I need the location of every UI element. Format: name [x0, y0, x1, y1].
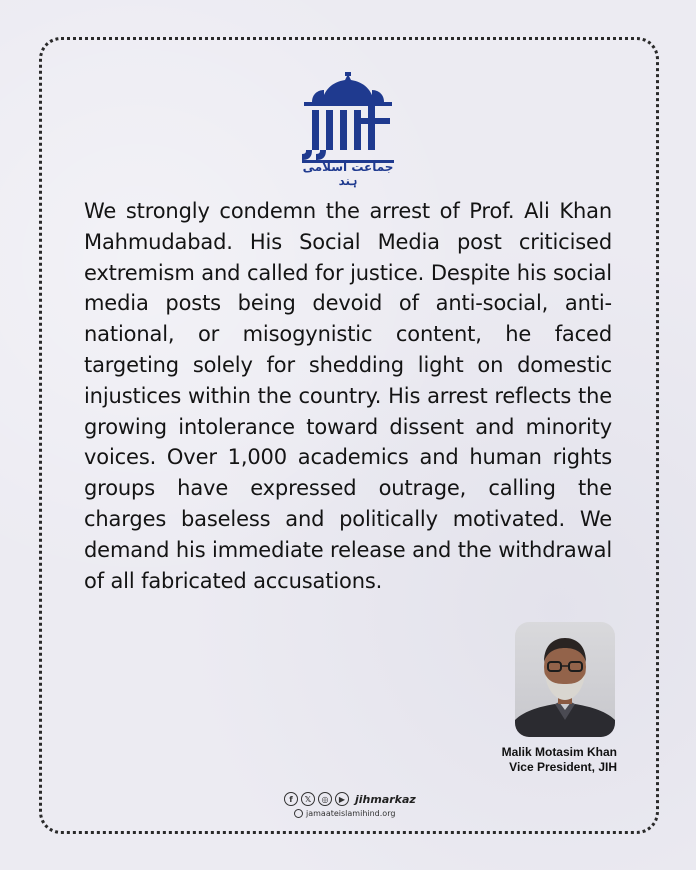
social-handle[interactable]: jihmarkaz [355, 792, 416, 806]
signatory-block [502, 745, 617, 775]
social-links [284, 790, 416, 808]
website-text: jamaateislamihind.org [306, 809, 396, 818]
portrait-image [515, 622, 615, 737]
x-icon[interactable]: 𝕏 [301, 792, 315, 806]
signatory-photo [515, 622, 615, 737]
instagram-icon[interactable]: ◎ [318, 792, 332, 806]
statement-text: We strongly condemn the arrest of Prof. Ali Khan Mahmudabad. His Social Media post criticised extremism and called for justice. Despite his social media posts being devoid of anti-social, anti-national, or misogynistic content, he faced targeting solely for shedding light on domestic injustices within the country. His arrest reflects the growing intolerance toward dissent and minority voices. Over 1,000 academics and human rights groups have expressed outrage, calling the charges baseless and politically motivated. We demand his immediate release and the withdrawal of all fabricated accusations. [84, 199, 612, 593]
website-link[interactable] [294, 809, 395, 818]
signatory-title: Vice President, JIH [509, 760, 617, 774]
globe-icon [294, 809, 303, 818]
logo-text: جماعت اسلامی ہند [302, 160, 394, 188]
facebook-icon[interactable]: f [284, 792, 298, 806]
youtube-icon[interactable]: ▶ [335, 792, 349, 806]
signatory-name: Malik Motasim Khan [501, 745, 617, 759]
